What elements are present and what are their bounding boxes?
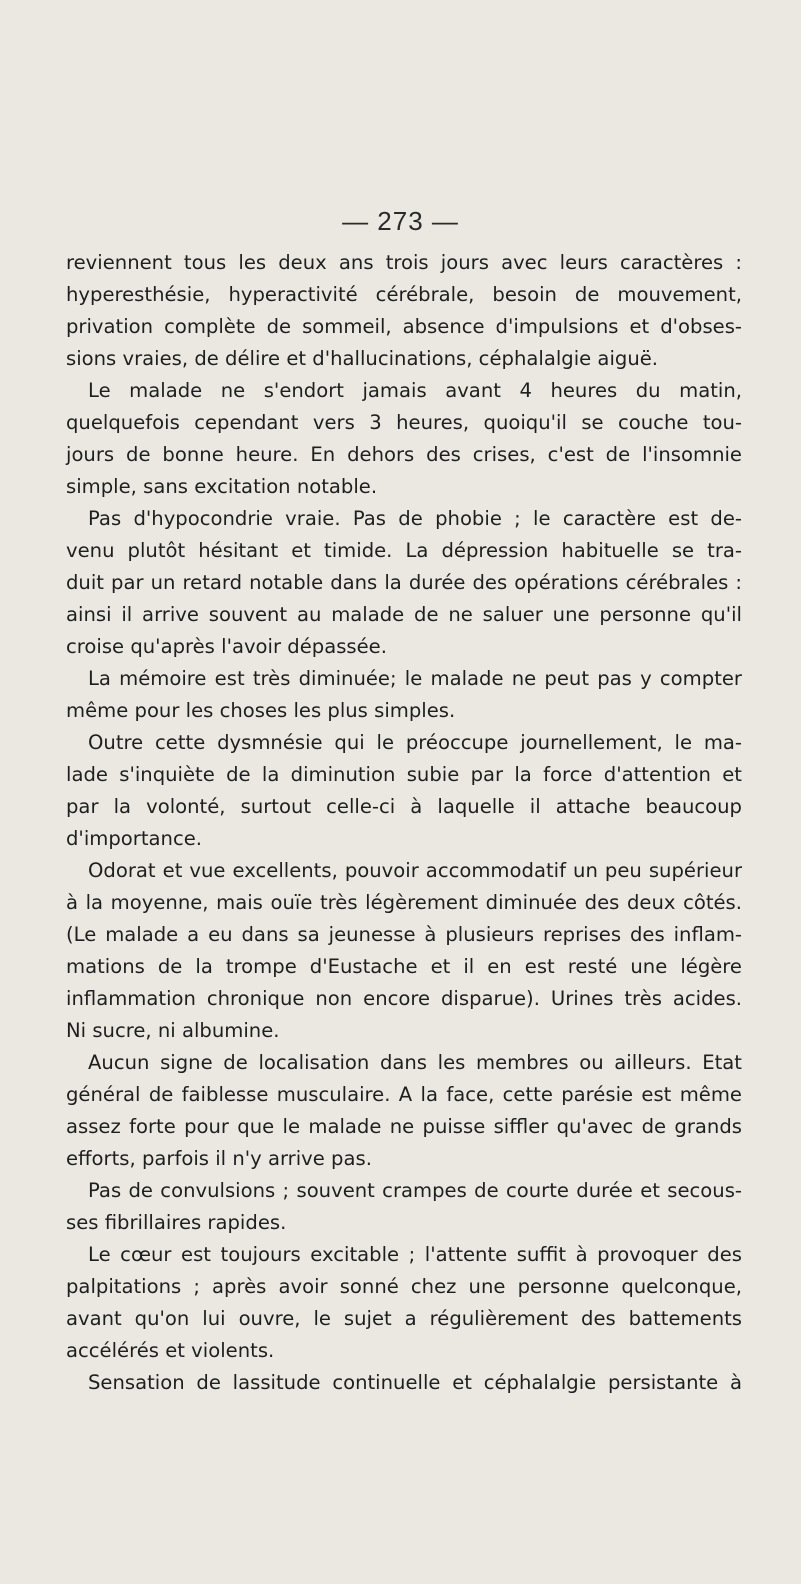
paragraph-start-line: La mémoire est très diminuée; le malade ne peut pas y compter — [88, 667, 742, 690]
text-line: palpitations ; après avoir sonné chez une personne quelconque, — [66, 1275, 742, 1298]
text-line: venu plutôt hésitant et timide. La dépression habituelle se tra- — [66, 539, 742, 562]
text-line: ses fibrillaires rapides. — [66, 1211, 287, 1234]
text-line: sions vraies, de délire et d'hallucinations, céphalalgie aiguë. — [66, 347, 659, 370]
text-line: quelquefois cependant vers 3 heures, quoiqu'il se couche tou- — [66, 411, 742, 434]
text-line: (Le malade a eu dans sa jeunesse à plusieurs reprises des inflam- — [66, 923, 742, 946]
text-line: croise qu'après l'avoir dépassée. — [66, 635, 387, 658]
paragraph-start-line: Le cœur est toujours excitable ; l'attente suffit à provoquer des — [88, 1243, 742, 1266]
text-line: mations de la trompe d'Eustache et il en est resté une légère — [66, 955, 742, 978]
text-line: simple, sans excitation notable. — [66, 475, 378, 498]
text-line: hyperesthésie, hyperactivité cérébrale, besoin de mouvement, — [66, 283, 742, 306]
paragraph-start-line: Pas de convulsions ; souvent crampes de courte durée et secous- — [88, 1179, 742, 1202]
text-line: inflammation chronique non encore disparue). Urines très acides. — [66, 987, 742, 1010]
paragraph-start-line: Pas d'hypocondrie vraie. Pas de phobie ; le caractère est de- — [88, 507, 742, 530]
paragraph-start-line: Aucun signe de localisation dans les membres ou ailleurs. Etat — [88, 1051, 742, 1074]
paragraph-start-line: Sensation de lassitude continuelle et céphalalgie persistante à — [88, 1371, 742, 1394]
paragraph-start-line: Odorat et vue excellents, pouvoir accommodatif un peu supérieur — [88, 859, 742, 882]
text-line: reviennent tous les deux ans trois jours avec leurs caractères : — [66, 251, 742, 274]
text-line: par la volonté, surtout celle-ci à laquelle il attache beaucoup — [66, 795, 742, 818]
text-line: général de faiblesse musculaire. A la face, cette parésie est même — [66, 1083, 742, 1106]
text-line: Ni sucre, ni albumine. — [66, 1019, 280, 1042]
text-line: duit par un retard notable dans la durée des opérations cérébrales : — [66, 571, 742, 594]
text-line: d'importance. — [66, 827, 202, 850]
text-line: accélérés et violents. — [66, 1339, 275, 1362]
text-line: avant qu'on lui ouvre, le sujet a régulièrement des battements — [66, 1307, 742, 1330]
paragraph-start-line: Le malade ne s'endort jamais avant 4 heures du matin, — [88, 379, 742, 402]
text-line: lade s'inquiète de la diminution subie par la force d'attention et — [66, 763, 742, 786]
paragraph-start-line: Outre cette dysmnésie qui le préoccupe journellement, le ma- — [88, 731, 742, 754]
page-number: — 273 — — [342, 206, 459, 236]
text-line: efforts, parfois il n'y arrive pas. — [66, 1147, 372, 1170]
text-line: même pour les choses les plus simples. — [66, 699, 456, 722]
text-line: jours de bonne heure. En dehors des crises, c'est de l'insomnie — [66, 443, 742, 466]
text-line: à la moyenne, mais ouïe très légèrement diminuée des deux côtés. — [66, 891, 742, 914]
text-line: ainsi il arrive souvent au malade de ne saluer une personne qu'il — [66, 603, 742, 626]
text-line: assez forte pour que le malade ne puisse siffler qu'avec de grands — [66, 1115, 742, 1138]
text-line: privation complète de sommeil, absence d'impulsions et d'obses- — [66, 315, 742, 338]
